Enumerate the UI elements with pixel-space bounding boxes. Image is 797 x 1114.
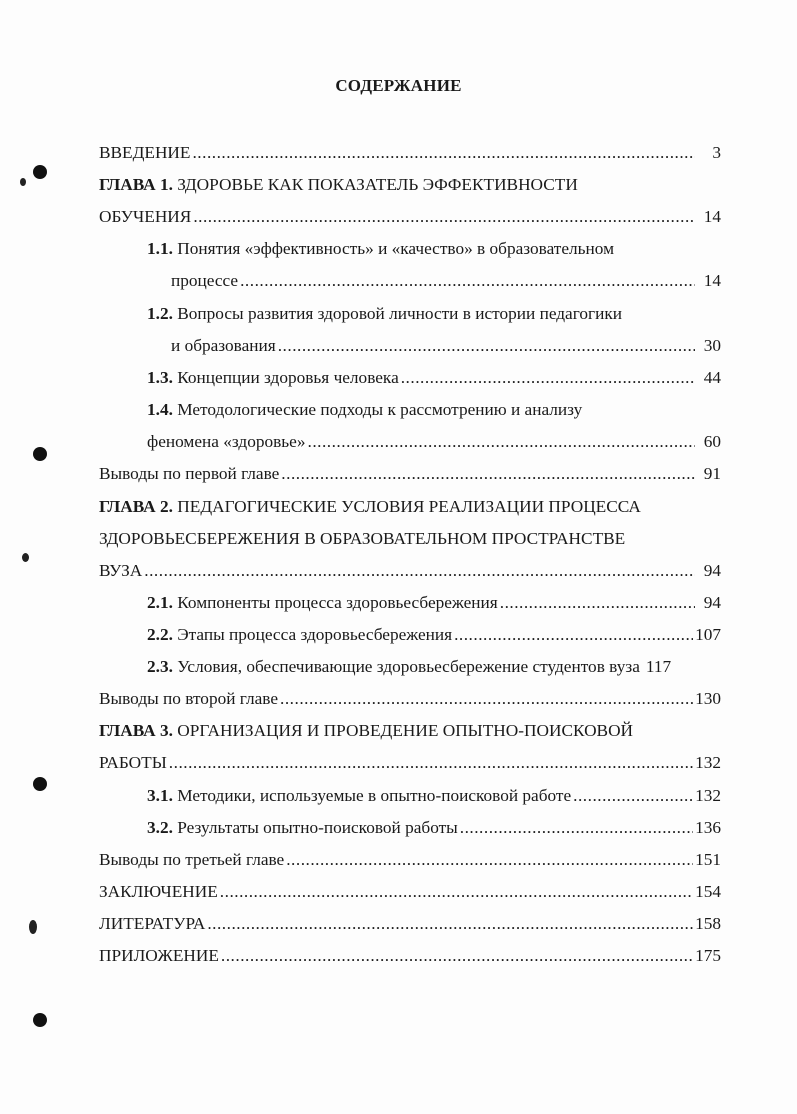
toc-entry-text: [147, 785, 571, 807]
toc-entry-title: Концепции здоровья человека: [177, 368, 399, 387]
toc-entry-page: 132: [695, 786, 721, 805]
toc-entry-text: ПРИЛОЖЕНИЕ: [99, 946, 219, 965]
toc-entry-number: ГЛАВА 2.: [99, 497, 173, 516]
toc-entry-text: [147, 399, 582, 421]
toc-entry: [99, 528, 721, 550]
toc-entry-text: процессе: [171, 271, 239, 290]
toc-entry: [147, 592, 721, 614]
toc-leader-dots: [401, 367, 695, 389]
toc-entry-title: Компоненты процесса здоровьесбережения: [177, 593, 498, 612]
toc-entry-number: 3.1.: [147, 786, 173, 805]
toc-entry-text: [147, 624, 452, 646]
toc-entry-text: [147, 592, 498, 614]
toc-entry: [147, 238, 721, 260]
toc-entry-title: Методики, используемые в опытно-поисковой работе: [177, 786, 572, 805]
toc-entry-page: 154: [695, 882, 721, 901]
toc-entry-page: 151: [695, 850, 721, 869]
toc-entry-text: Выводы по первой главе: [99, 464, 280, 483]
toc-entry-page: 91: [703, 464, 721, 483]
toc-entry-title: Методологические подходы к рассмотрению и анализу: [177, 400, 583, 419]
toc-entry: [99, 945, 721, 967]
toc-entry-page: 94: [703, 561, 721, 580]
toc-entry-text: [147, 367, 399, 389]
toc-entry: [99, 688, 721, 710]
toc-entry-title: Условия, обеспечивающие здоровьесбережение студентов вуза: [177, 657, 640, 676]
toc-entry-number: 1.2.: [147, 304, 173, 323]
toc-entry: [99, 142, 721, 164]
toc-entry-text: феномена «здоровье»: [147, 432, 306, 451]
toc-entry: [99, 463, 721, 485]
toc-leader-dots: [221, 945, 693, 967]
toc-leader-dots: [240, 270, 695, 292]
toc-entry-page: 132: [695, 753, 721, 772]
toc-entry: [99, 496, 721, 518]
toc-entry: [147, 656, 721, 678]
toc-entry-text: [147, 817, 458, 839]
toc-entry-number: 1.4.: [147, 400, 173, 419]
toc-leader-dots: [192, 142, 695, 164]
toc-entry: [171, 335, 721, 357]
toc-entry-text: [99, 496, 641, 518]
toc-entry: [99, 560, 721, 582]
toc-entry-page: 107: [695, 625, 721, 644]
toc-entry-text: ЗДОРОВЬЕСБЕРЕЖЕНИЯ В ОБРАЗОВАТЕЛЬНОМ ПРОСТРАНСТВЕ: [99, 529, 626, 548]
toc-entry-title: Вопросы развития здоровой личности в истории педагогики: [177, 304, 622, 323]
toc-entry-number: 3.2.: [147, 818, 173, 837]
toc-entry-text: [147, 303, 622, 325]
toc-entry-text: Выводы по третьей главе: [99, 850, 285, 869]
toc-entry-text: ВВЕДЕНИЕ: [99, 143, 191, 162]
toc-entry-text: Выводы по второй главе: [99, 689, 279, 708]
toc-entry-text: и образования: [171, 336, 276, 355]
toc-leader-dots: [193, 206, 695, 228]
toc-entry: [171, 270, 721, 292]
toc-entry-text: ЛИТЕРАТУРА: [99, 914, 206, 933]
toc-leader-dots: [169, 752, 693, 774]
toc-entry: [99, 849, 721, 871]
toc-entry-number: 1.3.: [147, 368, 173, 387]
toc-entry-title: ПЕДАГОГИЧЕСКИЕ УСЛОВИЯ РЕАЛИЗАЦИИ ПРОЦЕССА: [177, 497, 641, 516]
toc-leader-dots: [144, 560, 695, 582]
toc-entry-page: 136: [695, 818, 721, 837]
toc-entry-number: 2.3.: [147, 657, 173, 676]
toc-entry-number: 2.2.: [147, 625, 173, 644]
toc-entry: [147, 303, 721, 325]
toc-entry-page: 3: [712, 143, 721, 162]
toc-entry: [99, 720, 721, 742]
toc-entry-page: 158: [695, 914, 721, 933]
toc-entry-text: ОБУЧЕНИЯ: [99, 207, 192, 226]
toc-entry-text: РАБОТЫ: [99, 753, 167, 772]
toc-leader-dots: [207, 913, 693, 935]
toc-entry-text: [147, 238, 614, 260]
toc-leader-dots: [286, 849, 693, 871]
toc-entry-page: 60: [703, 432, 721, 451]
toc-entry-title: ЗДОРОВЬЕ КАК ПОКАЗАТЕЛЬ ЭФФЕКТИВНОСТИ: [177, 175, 578, 194]
toc-entry-number: 1.1.: [147, 239, 173, 258]
toc-entry-title: Результаты опытно-поисковой работы: [177, 818, 458, 837]
toc-leader-dots: [308, 431, 696, 453]
toc-entry-text: [99, 174, 578, 196]
toc-entry-text: [147, 656, 640, 678]
toc-entry: [99, 881, 721, 903]
toc-entry: [147, 817, 721, 839]
toc-entry-page: 130: [695, 689, 721, 708]
toc-leader-dots: [454, 624, 693, 646]
toc-entry: [99, 752, 721, 774]
toc-entry-page: 44: [703, 368, 721, 387]
toc-entry-title: ОРГАНИЗАЦИЯ И ПРОВЕДЕНИЕ ОПЫТНО-ПОИСКОВОЙ: [177, 721, 634, 740]
toc-entry-number: ГЛАВА 1.: [99, 175, 173, 194]
page-title: СОДЕРЖАНИЕ: [335, 76, 462, 95]
toc-leader-dots: [278, 335, 695, 357]
toc-entry-number: 2.1.: [147, 593, 173, 612]
toc-entry-title: Понятия «эффективность» и «качество» в образовательном: [177, 239, 615, 258]
toc-entry-number: ГЛАВА 3.: [99, 721, 173, 740]
toc-entry: [99, 206, 721, 228]
toc-entry-page: 94: [703, 593, 721, 612]
toc-entry-title: Этапы процесса здоровьесбережения: [177, 625, 453, 644]
toc-leader-dots: [220, 881, 693, 903]
toc-entry-text: [99, 720, 633, 742]
toc-entry-page: 14: [703, 271, 721, 290]
toc-entry: [147, 367, 721, 389]
toc-entry: [147, 399, 721, 421]
toc-entry-page: 14: [703, 207, 721, 226]
toc-leader-dots: [281, 463, 695, 485]
toc-entry-page: 117: [645, 657, 672, 676]
toc-leader-dots: [573, 785, 693, 807]
toc-entry-page: 175: [695, 946, 721, 965]
toc-entry: [147, 431, 721, 453]
toc-entry-page: 30: [703, 336, 721, 355]
toc-leader-dots: [280, 688, 693, 710]
toc-leader-dots: [500, 592, 695, 614]
toc-entry-text: ЗАКЛЮЧЕНИЕ: [99, 882, 218, 901]
toc-entry: [99, 913, 721, 935]
toc-entry: [147, 624, 721, 646]
toc-entry: [99, 174, 721, 196]
toc-entry-text: ВУЗА: [99, 561, 143, 580]
toc-leader-dots: [460, 817, 693, 839]
toc-entry: [147, 785, 721, 807]
